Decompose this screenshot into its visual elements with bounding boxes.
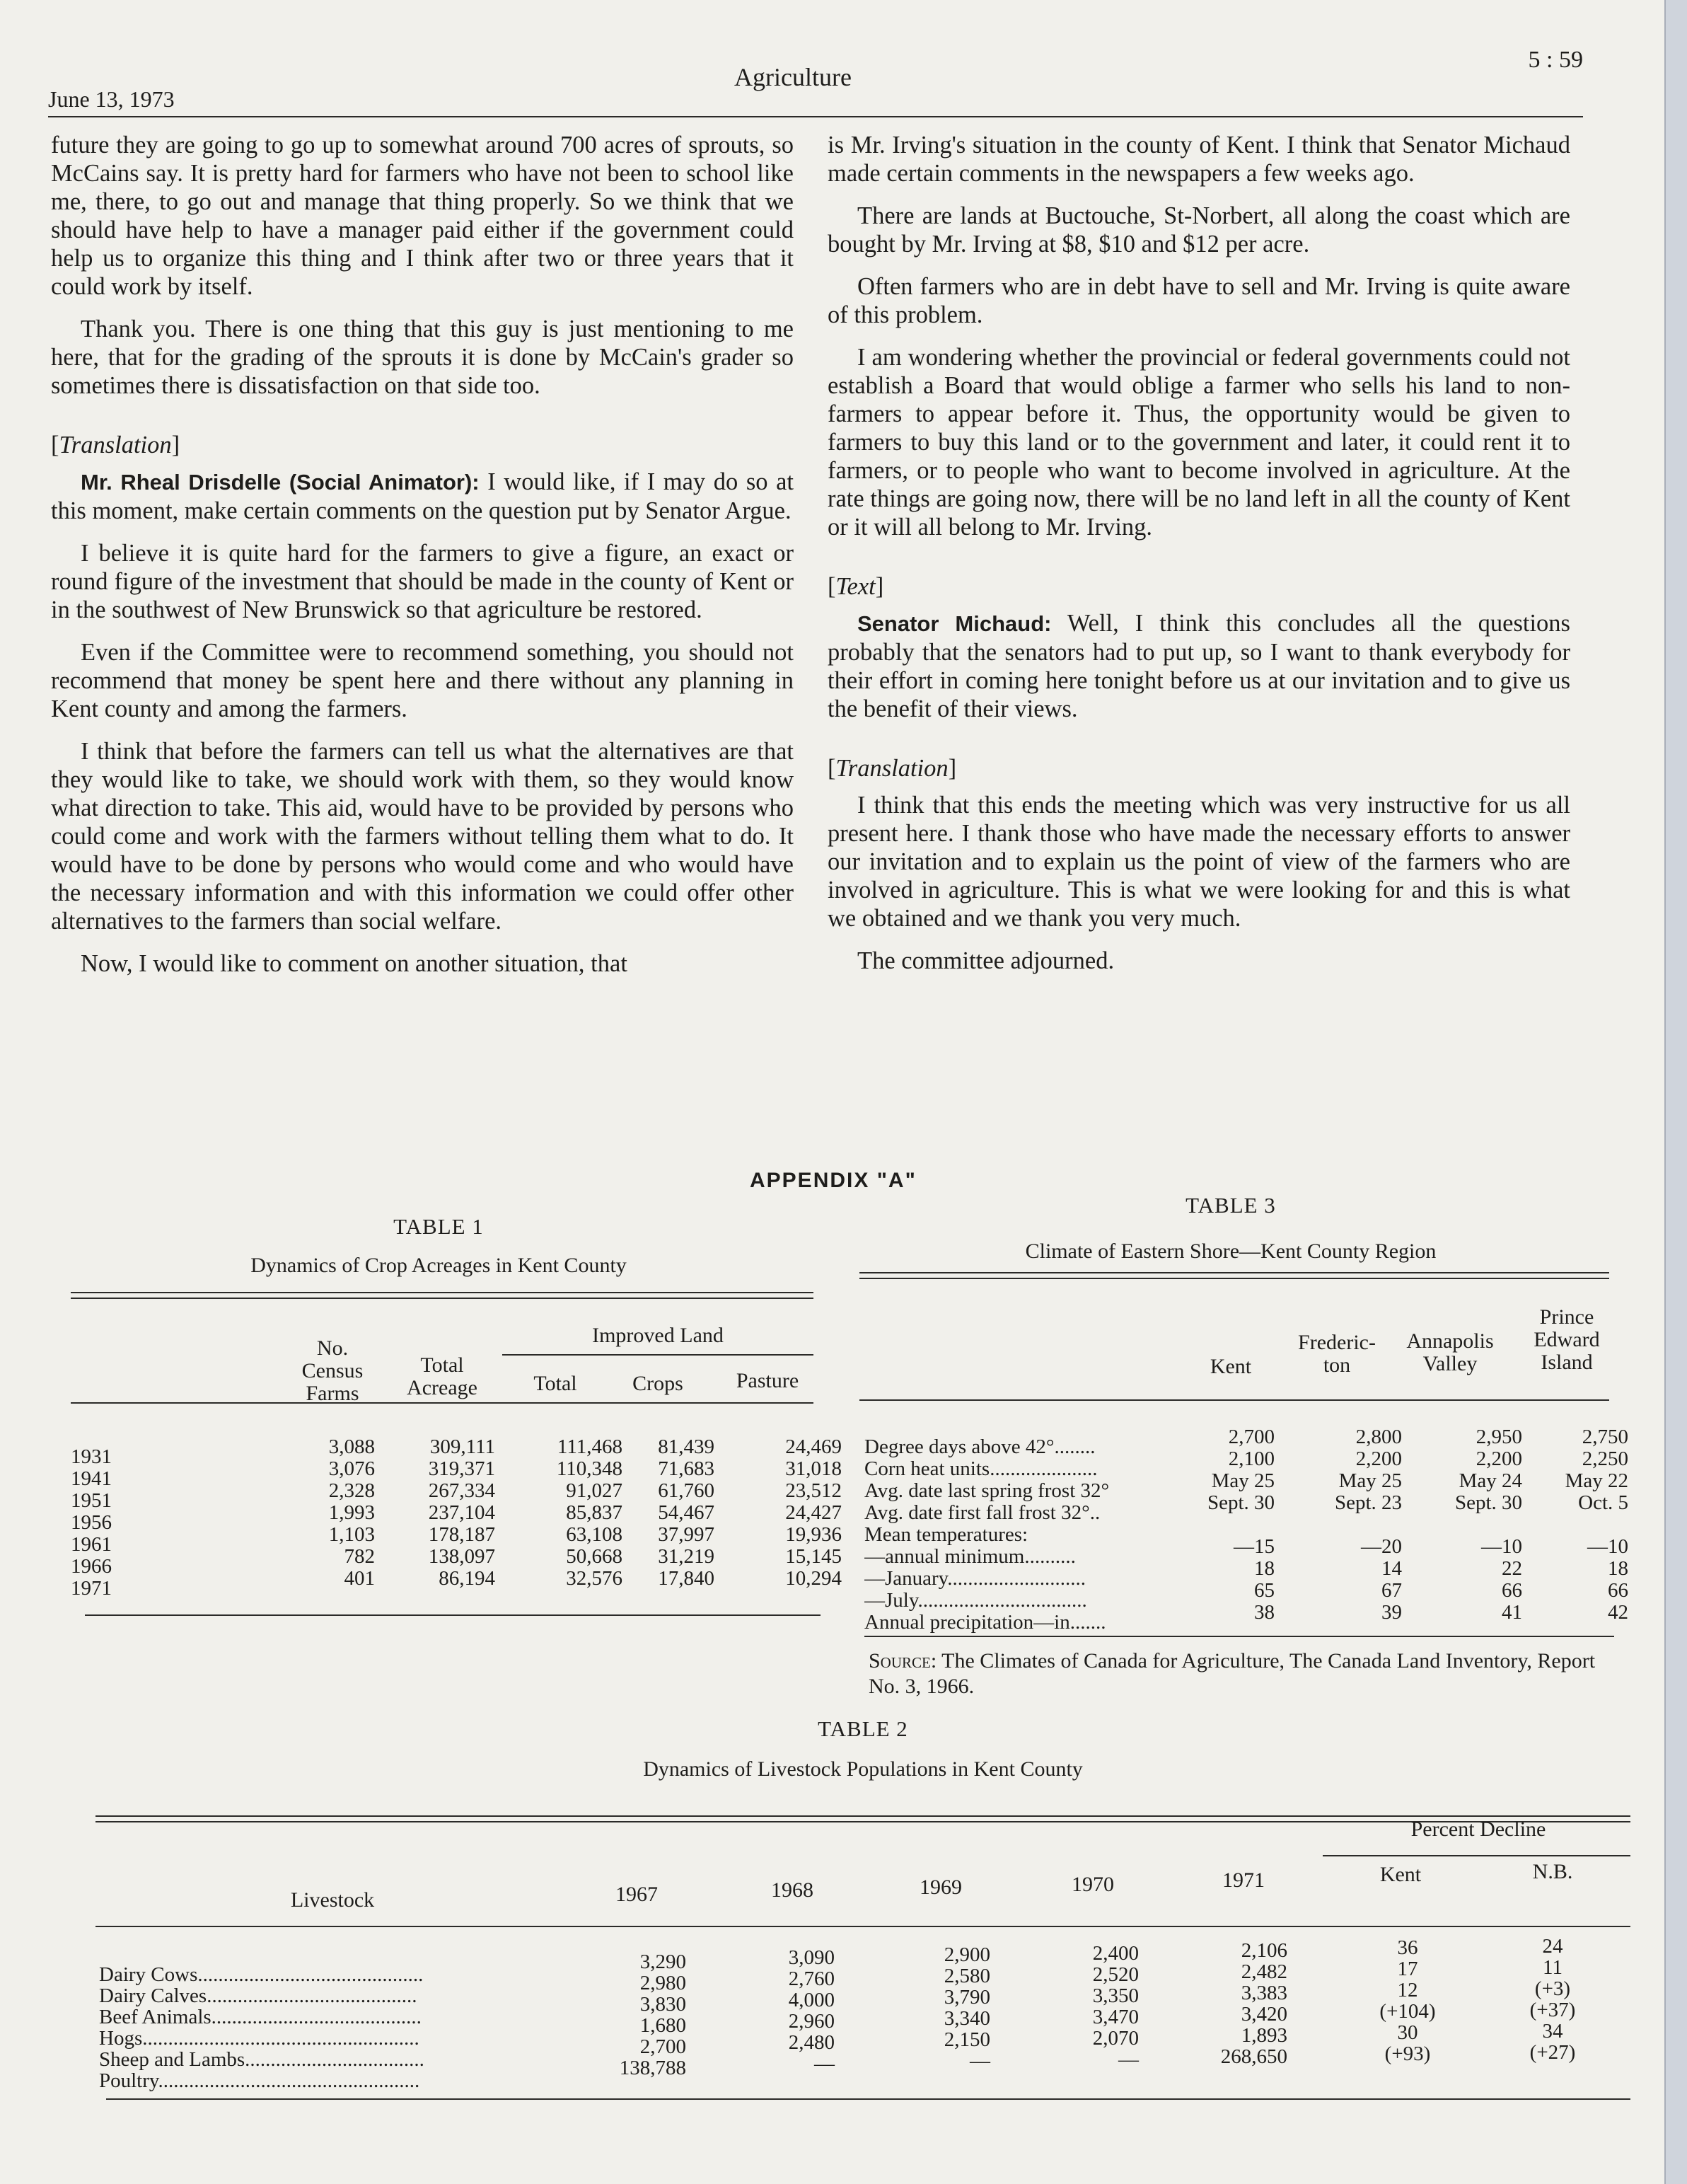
table1-cell-acreage: 86,194 — [439, 1567, 495, 1590]
table2-cell-1968: 2,960 — [788, 2010, 835, 2033]
paragraph: Mr. Rheal Drisdelle (Social Animator): I would like, if I may do so at this moment, make certain comments on the question put by Senator Argue. — [51, 468, 794, 524]
table2-cell-1970: — — [1118, 2048, 1139, 2071]
table3-header-annapolis: Annapolis Valley — [1406, 1329, 1494, 1375]
table3-cell-fredericton: 14 — [1381, 1557, 1402, 1580]
table1-row-year: 1956 — [71, 1512, 112, 1534]
table3-subtitle: Climate of Eastern Shore—Kent County Region — [1025, 1240, 1437, 1263]
table1-header-pasture: Pasture — [736, 1369, 799, 1392]
table3-cell-kent: 2,700 — [1228, 1426, 1275, 1448]
table2-decline-rule — [1323, 1855, 1630, 1856]
table2-header-livestock: Livestock — [290, 1888, 375, 1912]
table3-row-label: Avg. date last spring frost 32° — [864, 1480, 1110, 1502]
table2-cell-1969: 3,340 — [944, 2007, 990, 2030]
table2-cell-nb: (+3) — [1534, 1977, 1571, 2000]
table2-row-label: Dairy Cows............................................ — [99, 1964, 424, 1986]
table1-header-crops: Crops — [632, 1372, 683, 1395]
table3-cell-kent: 2,100 — [1228, 1448, 1275, 1470]
table1-cell-crops: 54,467 — [658, 1501, 714, 1524]
table3-header-pei: Prince Edward Island — [1534, 1305, 1600, 1374]
table2-bottom-rule — [106, 2098, 1630, 2100]
paragraph: I believe it is quite hard for the farmers to give a figure, an exact or round figure of the investment that should be made in the county of Kent or in the southwest of New Brunswick so that agriculture be restored. — [51, 540, 794, 623]
speaker-name: Senator Michaud: — [857, 611, 1052, 636]
table3-header-fredericton: Frederic- ton — [1298, 1331, 1376, 1377]
table1-subtitle: Dynamics of Crop Acreages in Kent County — [250, 1254, 627, 1277]
table1-cell-crops: 81,439 — [658, 1435, 714, 1458]
section-tag: [Translation] — [828, 755, 957, 782]
paragraph: I am wondering whether the provincial or federal governments could not establish a Board that would oblige a farmer who sells his land to non-farmers to appear before it. Thus, the opportunity would be given to farmers to buy this land or to the government and later, it could rent it to farmers, or to people who want to become involved in agriculture. At the rate things are going now, there will be no land left in all the county of Kent or it will all belong to Mr. Irving. — [828, 344, 1570, 541]
table1-cell-pasture: 10,294 — [785, 1567, 842, 1590]
table2-cell-nb: (+37) — [1529, 1999, 1576, 2021]
table1-cell-farms: 782 — [344, 1545, 375, 1568]
table1-cell-crops: 61,760 — [658, 1479, 714, 1502]
table3-cell-pei: —10 — [1587, 1535, 1628, 1558]
table3-cell-annapolis: 2,200 — [1476, 1448, 1522, 1470]
table3-cell-pei: 2,750 — [1582, 1426, 1628, 1448]
table1-cell-pasture: 24,427 — [785, 1501, 842, 1524]
table3-cell-pei: 66 — [1608, 1579, 1628, 1602]
table1-header-acreage: Total Acreage — [407, 1353, 477, 1399]
table3-row-label: Degree days above 42°........ — [864, 1436, 1096, 1458]
table2-cell-1971: 1,893 — [1241, 2024, 1287, 2047]
paragraph: future they are going to go up to somewhat around 700 acres of sprouts, so McCains say. It is pretty hard for farmers who have not been to school like me, there, to go out and manage that thing properly. So we think that we should have help to have a manager paid either if the government could help us to organize this thing and I think after two or three years that it could work by itself. — [51, 132, 794, 300]
table3-row-label: Corn heat units..................... — [864, 1458, 1098, 1480]
paragraph: There are lands at Buctouche, St-Norbert, all along the coast which are bought by Mr. Irving at $8, $10 and $12 per acre. — [828, 202, 1570, 258]
paragraph: I think that this ends the meeting which was very instructive for us all present here. I thank those who have made the necessary efforts to answer our invitation and to explain us the point of view of the farmers who are involved in agriculture. This is what we were looking for and this is what we obtained and we thank you very much. — [828, 792, 1570, 932]
table3-row-label: —July................................. — [864, 1590, 1087, 1612]
table1-cell-crops: 71,683 — [658, 1457, 714, 1480]
table3-bottom-rule — [864, 1636, 1614, 1637]
table1-header-total: Total — [533, 1372, 577, 1395]
table2-cell-nb: 24 — [1542, 1935, 1563, 1958]
paragraph: Now, I would like to comment on another situation, that — [81, 950, 627, 977]
table2-cell-1969: — — [970, 2050, 990, 2072]
page-edge — [1664, 0, 1687, 2184]
right-column — [828, 131, 1570, 989]
table3-cell-fredericton: 2,800 — [1355, 1426, 1402, 1448]
table2-cell-1971: 268,650 — [1220, 2045, 1287, 2068]
paragraph: I think that before the farmers can tell us what the alternatives are that they would like to take, we should work with them, so they would know what direction to take. This aid, would have to be provided by persons who could come and work with the farmers without telling them what to do. It would have to be done by persons who would come and who would have the necessary information and with this information we could offer other alternatives to the farmers than social welfare. — [51, 738, 794, 935]
table1-row-year: 1941 — [71, 1468, 112, 1490]
table1-cell-acreage: 138,097 — [428, 1545, 495, 1568]
paragraph: Senator Michaud: Well, I think this concludes all the questions probably that the senators had to put up, so I want to thank everybody for their effort in coming here tonight before us at our invitation and to give us the benefit of their views. — [828, 610, 1570, 722]
table1-cell-total: 50,668 — [566, 1545, 622, 1568]
table1-improved-rule — [502, 1354, 813, 1356]
table2-row-label: Sheep and Lambs................................... — [99, 2049, 424, 2071]
table1-row-year: 1971 — [71, 1578, 112, 1600]
table3-cell-fredericton: 2,200 — [1355, 1448, 1402, 1470]
table1-row-year: 1966 — [71, 1556, 112, 1578]
table3-cell-kent: May 25 — [1211, 1469, 1275, 1492]
table2-cell-1970: 3,470 — [1092, 2006, 1139, 2028]
table3-row-label: Annual precipitation—in....... — [864, 1612, 1106, 1634]
table1-cell-farms: 1,103 — [328, 1523, 375, 1546]
table2-cell-1970: 2,070 — [1092, 2027, 1139, 2050]
table2-cell-1967: 138,788 — [619, 2057, 686, 2079]
table2-cell-nb: (+27) — [1529, 2041, 1576, 2064]
table2-cell-kent: (+93) — [1384, 2043, 1431, 2065]
table2-title: TABLE 2 — [818, 1716, 908, 1741]
table2-header-percent-decline: Percent Decline — [1410, 1818, 1546, 1841]
table1-cell-total: 110,348 — [556, 1457, 622, 1480]
table3-cell-pei: Oct. 5 — [1578, 1491, 1628, 1514]
table2-cell-1968: 3,090 — [788, 1946, 835, 1969]
table2-row-label: Hogs...................................................... — [99, 2028, 419, 2050]
table2-header-1970: 1970 — [1072, 1873, 1114, 1896]
table3-cell-kent: Sept. 30 — [1207, 1491, 1275, 1514]
table1-cell-farms: 2,328 — [328, 1479, 375, 1502]
table1-cell-pasture: 15,145 — [785, 1545, 842, 1568]
table3-cell-pei: May 22 — [1565, 1469, 1628, 1492]
table1-cell-pasture: 23,512 — [785, 1479, 842, 1502]
left-column — [51, 131, 794, 992]
table3-cell-pei: 18 — [1608, 1557, 1628, 1580]
table2-cell-1968: 4,000 — [788, 1989, 835, 2011]
table2-cell-1968: 2,480 — [788, 2031, 835, 2054]
table1-cell-farms: 401 — [344, 1567, 375, 1590]
table3-cell-annapolis: —10 — [1481, 1535, 1522, 1558]
table2-cell-1967: 3,830 — [639, 1993, 686, 2016]
table2-cell-1969: 2,580 — [944, 1965, 990, 1987]
table2-cell-nb: 11 — [1543, 1956, 1563, 1979]
paragraph: The committee adjourned. — [857, 947, 1115, 974]
table2-cell-1969: 2,900 — [944, 1943, 990, 1966]
table1-cell-total: 85,837 — [566, 1501, 622, 1524]
section-tag: [Translation] — [51, 432, 180, 458]
table3-cell-annapolis: May 24 — [1459, 1469, 1522, 1492]
table3-cell-fredericton: May 25 — [1338, 1469, 1402, 1492]
table1-cell-acreage: 309,111 — [429, 1435, 495, 1458]
table2-cell-1968: — — [814, 2052, 835, 2075]
table1-cell-farms: 1,993 — [328, 1501, 375, 1524]
header-title: Agriculture — [734, 63, 852, 91]
table1-cell-total: 32,576 — [566, 1567, 622, 1590]
table3-cell-annapolis: 41 — [1502, 1601, 1522, 1624]
table2-body — [99, 1930, 1634, 2094]
table1-row-year: 1961 — [71, 1534, 112, 1556]
table1-cell-total: 91,027 — [566, 1479, 622, 1502]
table3-title: TABLE 3 — [1185, 1193, 1276, 1218]
table1-cell-farms: 3,076 — [328, 1457, 375, 1480]
table1-title: TABLE 1 — [393, 1214, 484, 1239]
table3-cell-pei: 42 — [1608, 1601, 1628, 1624]
table3-header-kent: Kent — [1210, 1355, 1252, 1378]
table2-cell-kent: 30 — [1397, 2021, 1418, 2044]
table1-cell-farms: 3,088 — [328, 1435, 375, 1458]
table1-cell-total: 111,468 — [557, 1435, 622, 1458]
table3-cell-annapolis: 2,950 — [1476, 1426, 1522, 1448]
table1-cell-total: 63,108 — [566, 1523, 622, 1546]
table2-cell-1967: 1,680 — [639, 2014, 686, 2037]
table1-header-farms: No. Census Farms — [301, 1336, 364, 1405]
table1-row-year: 1931 — [71, 1446, 112, 1468]
table2-cell-1970: 2,400 — [1092, 1942, 1139, 1965]
table2-cell-1971: 3,383 — [1241, 1982, 1287, 2004]
table1-cell-acreage: 267,334 — [428, 1479, 495, 1502]
header-page-number: 5 : 59 — [1528, 47, 1583, 73]
table1-header-improved: Improved Land — [592, 1324, 724, 1347]
page-header — [48, 42, 1583, 113]
table3-cell-fredericton: Sept. 23 — [1334, 1491, 1402, 1514]
paragraph: Even if the Committee were to recommend something, you should not recommend that money be spent here and there without any planning in Kent county and among the farmers. — [51, 639, 794, 722]
table2-cell-1967: 2,980 — [639, 1972, 686, 1994]
table1-bottom-rule — [85, 1614, 821, 1616]
table3-row-label: —annual minimum.......... — [864, 1546, 1076, 1568]
table2-cell-kent: 12 — [1397, 1979, 1418, 2001]
table2-cell-1968: 2,760 — [788, 1968, 835, 1990]
table1-cell-acreage: 319,371 — [428, 1457, 495, 1480]
table1-cell-crops: 31,219 — [658, 1545, 714, 1568]
table3-cell-fredericton: 39 — [1381, 1601, 1402, 1624]
paragraph: Often farmers who are in debt have to sell and Mr. Irving is quite aware of this problem. — [828, 273, 1570, 328]
section-tag: [Text] — [828, 573, 884, 600]
table3-row-label: Mean temperatures: — [864, 1524, 1028, 1546]
table2-header-1967: 1967 — [615, 1883, 658, 1906]
table2-cell-1970: 2,520 — [1092, 1963, 1139, 1986]
table2-row-label: Beef Animals......................................... — [99, 2006, 422, 2028]
table1-cell-acreage: 237,104 — [428, 1501, 495, 1524]
table3-source-note: Source: The Climates of Canada for Agriculture, The Canada Land Inventory, Report No. 3, 1966. — [869, 1649, 1596, 1698]
table2-cell-kent: (+104) — [1379, 2000, 1436, 2023]
table1-cell-crops: 37,997 — [658, 1523, 714, 1546]
table1-cell-crops: 17,840 — [658, 1567, 714, 1590]
table3-cell-fredericton: 67 — [1381, 1579, 1402, 1602]
table2-cell-kent: 17 — [1397, 1958, 1418, 1980]
table2-header-nb: N.B. — [1532, 1860, 1573, 1883]
table2-header-kent: Kent — [1379, 1863, 1422, 1886]
table2-cell-1970: 3,350 — [1092, 1984, 1139, 2007]
table3-top-rule — [859, 1272, 1609, 1279]
paragraph: Thank you. There is one thing that this guy is just mentioning to me here, that for the grading of the sprouts it is done by McCain's grader so sometimes there is dissatisfaction on that side too. — [51, 316, 794, 399]
table3-cell-fredericton: —20 — [1361, 1535, 1402, 1558]
table2-header-1969: 1969 — [920, 1876, 962, 1899]
table1-cell-pasture: 24,469 — [785, 1435, 842, 1458]
table3-cell-annapolis: 66 — [1502, 1579, 1522, 1602]
table2-row-label: Poultry................................................... — [99, 2070, 420, 2092]
table3-cell-pei: 2,250 — [1582, 1448, 1628, 1470]
table3-cell-kent: 65 — [1254, 1579, 1275, 1602]
table2-cell-kent: 36 — [1397, 1936, 1418, 1959]
table2-header-1968: 1968 — [771, 1878, 813, 1902]
table3-header-rule — [859, 1399, 1609, 1401]
table1-cell-pasture: 19,936 — [785, 1523, 842, 1546]
table3-cell-kent: —15 — [1234, 1535, 1275, 1558]
table1-row-year: 1951 — [71, 1490, 112, 1512]
table3-body — [864, 1426, 1628, 1634]
table2-cell-nb: 34 — [1542, 2020, 1563, 2043]
speaker-name: Mr. Rheal Drisdelle (Social Animator): — [81, 470, 480, 495]
table2-cell-1969: 2,150 — [944, 2028, 990, 2051]
table2-cell-1969: 3,790 — [944, 1986, 990, 2009]
table1-top-rule — [71, 1292, 813, 1299]
table3-cell-annapolis: Sept. 30 — [1454, 1491, 1522, 1514]
table2-subtitle: Dynamics of Livestock Populations in Kent County — [643, 1757, 1083, 1781]
table1-cell-acreage: 178,187 — [428, 1523, 495, 1546]
table2-header-1971: 1971 — [1222, 1868, 1265, 1892]
table1-cell-pasture: 31,018 — [785, 1457, 842, 1480]
table1-header-rule — [71, 1402, 813, 1404]
table2-cell-1971: 2,106 — [1241, 1939, 1287, 1962]
table2-cell-1967: 2,700 — [639, 2035, 686, 2058]
table3-cell-kent: 18 — [1254, 1557, 1275, 1580]
table3-cell-annapolis: 22 — [1502, 1557, 1522, 1580]
table3-row-label: —January........................... — [864, 1568, 1086, 1590]
table2-row-label: Dairy Calves......................................... — [99, 1985, 417, 2007]
table2-header-rule — [95, 1926, 1630, 1927]
table2-cell-1967: 3,290 — [639, 1951, 686, 1973]
header-rule — [48, 116, 1583, 117]
table3-cell-kent: 38 — [1254, 1601, 1275, 1624]
paragraph: is Mr. Irving's situation in the county of Kent. I think that Senator Michaud made certain comments in the newspapers a few weeks ago. — [828, 132, 1570, 187]
table2-cell-1971: 2,482 — [1241, 1960, 1287, 1983]
table3-row-label: Avg. date first fall frost 32°.. — [864, 1502, 1101, 1524]
appendix-heading: APPENDIX "A" — [750, 1169, 917, 1192]
header-date: June 13, 1973 — [48, 86, 175, 112]
table2-cell-1971: 3,420 — [1241, 2003, 1287, 2026]
table1-body — [71, 1435, 842, 1606]
